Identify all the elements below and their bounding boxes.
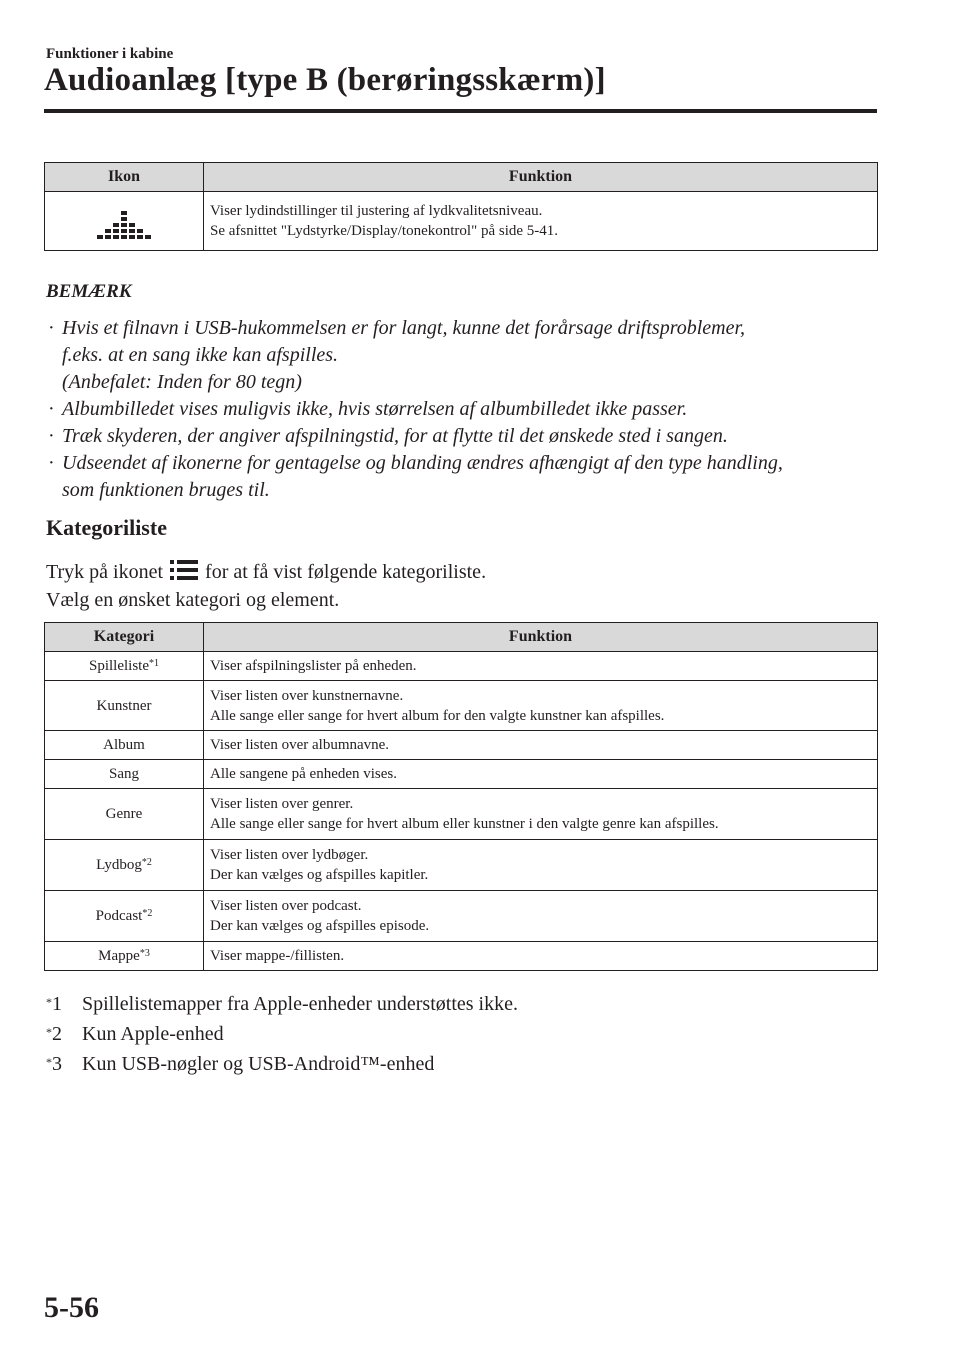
function-line: Alle sange eller sange for hvert album for den valgte kunstner kan afspilles. bbox=[210, 707, 665, 724]
table-row bbox=[45, 192, 878, 251]
note-line: som funktionen bruges til. bbox=[62, 479, 270, 501]
footnote-star: * bbox=[46, 1025, 52, 1039]
category-name: Mappe bbox=[98, 948, 140, 964]
equalizer-block bbox=[145, 235, 151, 239]
equalizer-block bbox=[129, 223, 135, 227]
intro-text-after: for at få vist følgende kategoriliste. bbox=[205, 561, 487, 583]
category-table-header-function: Funktion bbox=[204, 623, 878, 652]
function-cell bbox=[204, 681, 878, 731]
equalizer-icon bbox=[96, 195, 152, 241]
footnote-ref: *1 bbox=[149, 658, 159, 669]
note-heading: BEMÆRK bbox=[46, 281, 132, 302]
equalizer-block bbox=[137, 229, 143, 233]
function-cell bbox=[204, 942, 878, 971]
function-line: Viser afspilningslister på enheden. bbox=[210, 658, 417, 674]
list-item bbox=[46, 450, 886, 504]
footnote bbox=[46, 1050, 434, 1078]
function-line: Viser listen over albumnavne. bbox=[210, 737, 390, 753]
equalizer-block bbox=[113, 229, 119, 233]
equalizer-block bbox=[121, 211, 127, 215]
category-cell bbox=[45, 681, 204, 731]
footnote-mark bbox=[46, 990, 82, 1018]
function-line: Viser listen over kunstnernavne. bbox=[210, 687, 404, 704]
footnote-mark bbox=[46, 1020, 82, 1048]
footnote bbox=[46, 990, 518, 1018]
function-line: Viser listen over podcast. bbox=[210, 898, 362, 914]
category-heading: Kategoriliste bbox=[46, 515, 167, 540]
equalizer-block bbox=[105, 235, 111, 239]
function-cell bbox=[204, 789, 878, 840]
function-line: Der kan vælges og afspilles kapitler. bbox=[210, 867, 429, 883]
note-list bbox=[46, 315, 886, 504]
function-line: Alle sangene på enheden vises. bbox=[210, 766, 398, 782]
footnote-mark bbox=[46, 1050, 82, 1078]
category-name: Kunstner bbox=[96, 697, 152, 714]
footnote-ref: *2 bbox=[142, 908, 153, 919]
list-icon bbox=[170, 559, 198, 581]
footnote-text: Kun Apple-enhed bbox=[82, 1023, 224, 1045]
footnote-star: * bbox=[46, 995, 52, 1009]
footnote bbox=[46, 1020, 224, 1048]
table-row bbox=[45, 760, 878, 789]
category-name: Genre bbox=[105, 806, 143, 822]
list-item bbox=[46, 315, 886, 396]
equalizer-block bbox=[113, 223, 119, 227]
table-row bbox=[45, 789, 878, 840]
icon-table-header-row bbox=[45, 163, 878, 192]
note-line: f.eks. at en sang ikke kan afspilles. bbox=[62, 344, 339, 366]
table-row bbox=[45, 840, 878, 891]
function-line: Viser lydindstillinger til justering af lydkvalitetsniveau. bbox=[210, 203, 543, 219]
page-title: Audioanlæg [type B (berøringsskærm)] bbox=[44, 62, 606, 98]
table-row bbox=[45, 891, 878, 942]
equalizer-block bbox=[129, 229, 135, 233]
table-row bbox=[45, 731, 878, 760]
category-table bbox=[44, 622, 878, 971]
function-line: Alle sange eller sange for hvert album eller kunstner i den valgte genre kan afspilles. bbox=[210, 816, 719, 832]
equalizer-block bbox=[105, 229, 111, 233]
icon-table bbox=[44, 162, 878, 251]
footnote-text: Spillelistemapper fra Apple-enheder understøttes ikke. bbox=[82, 993, 518, 1015]
list-item bbox=[46, 423, 886, 450]
function-cell bbox=[204, 760, 878, 789]
function-line: Viser listen over genrer. bbox=[210, 796, 354, 812]
category-table-header-row bbox=[45, 623, 878, 652]
icon-table-header-icon: Ikon bbox=[45, 163, 204, 192]
icon-cell bbox=[45, 192, 204, 251]
category-name: Lydbog bbox=[96, 857, 142, 873]
footnote-number: 3 bbox=[52, 1053, 62, 1075]
category-intro-line2: Vælg en ønsket kategori og element. bbox=[46, 589, 340, 611]
table-row bbox=[45, 942, 878, 971]
category-intro bbox=[46, 558, 486, 586]
note-line: (Anbefalet: Inden for 80 tegn) bbox=[62, 371, 302, 393]
footnote-number: 2 bbox=[52, 1023, 62, 1045]
category-cell bbox=[45, 942, 204, 971]
header-section-label: Funktioner i kabine bbox=[46, 46, 174, 62]
category-name: Sang bbox=[109, 766, 139, 782]
category-cell bbox=[45, 891, 204, 942]
page-number: 5-56 bbox=[44, 1291, 99, 1324]
category-cell bbox=[45, 840, 204, 891]
table-row bbox=[45, 681, 878, 731]
category-name: Album bbox=[103, 737, 145, 753]
function-line: Viser listen over lydbøger. bbox=[210, 847, 369, 863]
equalizer-block bbox=[113, 235, 119, 239]
category-cell bbox=[45, 760, 204, 789]
footnote-star: * bbox=[46, 1055, 52, 1069]
note-line: · Albumbilledet vises muligvis ikke, hvis størrelsen af albumbilledet ikke passer. bbox=[62, 398, 688, 420]
footnote-number: 1 bbox=[52, 993, 62, 1015]
list-item bbox=[46, 396, 886, 423]
intro-text-before: Tryk på ikonet bbox=[46, 561, 164, 583]
function-cell bbox=[204, 652, 878, 681]
footnote-ref: *2 bbox=[141, 857, 152, 868]
equalizer-block bbox=[121, 229, 127, 233]
category-name: Podcast bbox=[95, 908, 143, 924]
function-cell bbox=[204, 731, 878, 760]
equalizer-block bbox=[97, 235, 103, 239]
header-rule bbox=[44, 109, 877, 113]
function-line: Viser mappe-/fillisten. bbox=[210, 948, 345, 964]
function-cell bbox=[204, 891, 878, 942]
function-cell bbox=[204, 840, 878, 891]
function-cell bbox=[204, 192, 878, 251]
table-row bbox=[45, 652, 878, 681]
equalizer-block bbox=[121, 235, 127, 239]
category-cell bbox=[45, 652, 204, 681]
note-line: · Udseendet af ikonerne for gentagelse og blanding ændres afhængigt af den type handling, bbox=[62, 452, 783, 474]
footnote-ref: *3 bbox=[139, 948, 150, 959]
category-cell bbox=[45, 731, 204, 760]
icon-table-header-function: Funktion bbox=[204, 163, 878, 192]
category-table-header-category: Kategori bbox=[45, 623, 204, 652]
equalizer-block bbox=[137, 235, 143, 239]
equalizer-block bbox=[129, 235, 135, 239]
category-cell bbox=[45, 789, 204, 840]
note-line: · Hvis et filnavn i USB-hukommelsen er for langt, kunne det forårsage driftsproblemer, bbox=[62, 317, 746, 339]
function-line: Se afsnittet "Lydstyrke/Display/tonekontrol" på side 5-41. bbox=[210, 223, 559, 239]
function-line: Der kan vælges og afspilles episode. bbox=[210, 918, 430, 934]
category-name: Spilleliste bbox=[89, 658, 149, 674]
footnote-text: Kun USB-nøgler og USB-Android™-enhed bbox=[82, 1053, 435, 1075]
equalizer-block bbox=[121, 217, 127, 221]
note-line: · Træk skyderen, der angiver afspilningstid, for at flytte til det ønskede sted i sangen. bbox=[62, 425, 728, 447]
equalizer-block bbox=[121, 223, 127, 227]
